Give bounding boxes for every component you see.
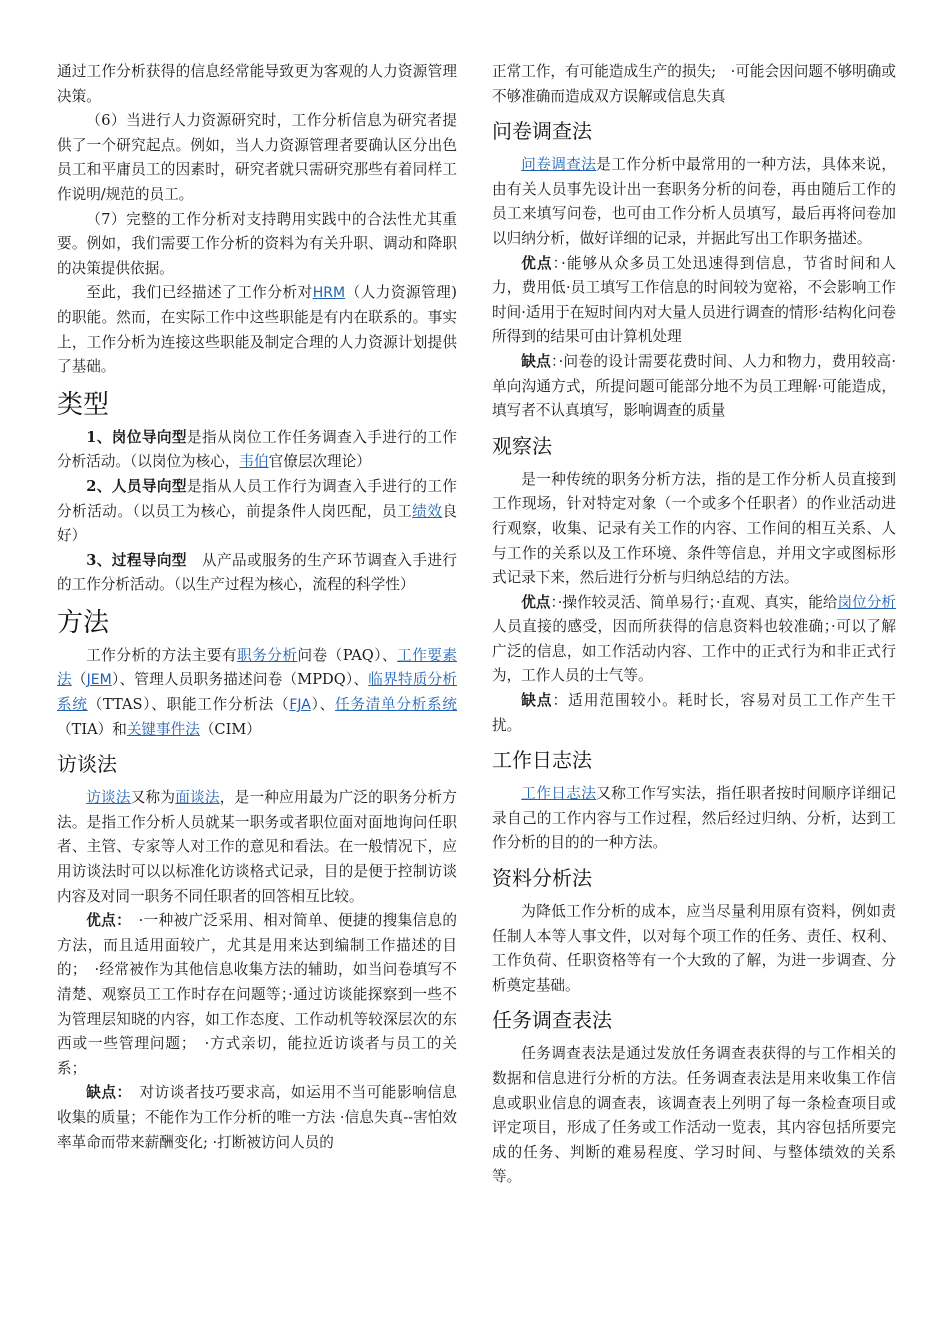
heading-interview: 访谈法: [57, 752, 117, 777]
paragraph: 正常工作，有可能造成生产的损失; ·可能会因问题不够明确或不够准确而造成双方误解或信息失真: [492, 63, 896, 105]
weber-link[interactable]: 韦伯: [239, 453, 269, 471]
text: ）、管理人员职务描述问卷（MPDQ）、: [111, 671, 369, 689]
work-log-paragraph: [492, 782, 896, 856]
text: 良好）: [57, 502, 457, 545]
text: 工作分析的方法主要有: [86, 646, 238, 664]
text: 至此，我们已经描述了工作分析对: [86, 284, 313, 302]
observation-paragraph: 是一种传统的职务分析方法，指的是工作分析人员直接到工作现场，针对特定对象（一个或多个任职者）的作业活动进行观察，收集、记录有关工作的内容、工作间的相互关系、人与工作的关系以及工作环境、条件等信息，并用文字或图标形式记录下来，然后进行分析与归纳总结的方法。: [492, 470, 896, 587]
fja-link[interactable]: FJA: [289, 697, 311, 714]
type-label: 2、人员导向型: [86, 477, 187, 495]
text: ：·操作较灵活、简单易行；·直观、真实，能给: [550, 593, 838, 611]
face-interview-link[interactable]: 面谈法: [175, 789, 220, 807]
text: （TTAS）、职能工作分析法（: [87, 696, 290, 714]
text: 问卷（PAQ）、: [297, 646, 398, 664]
interview-link[interactable]: 访谈法: [86, 789, 131, 807]
text: 又称工作写实法，指任职者按时间顺序详细记录自己的工作内容与工作过程，然后经过归纳、分析，达到工作分析的目的的一种方法。: [492, 785, 896, 852]
hrm-link[interactable]: HRM: [312, 285, 346, 302]
questionnaire-pros: [492, 252, 896, 350]
interview-cons: [57, 1081, 457, 1155]
interview-paragraph: [57, 786, 457, 909]
left-column: [57, 60, 457, 1155]
position-analysis-link[interactable]: 岗位分析: [837, 593, 896, 611]
questionnaire-link[interactable]: 问卷调查法: [521, 156, 597, 174]
heading-types: 类型: [57, 389, 110, 420]
job-analysis-link[interactable]: 职务分析: [237, 646, 298, 664]
text: （人力资源管理)的职能。然而，在实际工作中这些职能是有内在联系的。事实上，工作分析为连接这些职能及制定合理的人力资源计划提供了基础。: [57, 284, 457, 376]
data-analysis-paragraph: 为降低工作分析的成本，应当尽量利用原有资料，例如责任制人本等人事文件，以对每个项工作的任务、责任、权利、工作负荷、任职资格等有一个大致的了解，为进一步调查、分析奠定基础。: [492, 903, 896, 994]
right-column: [492, 60, 896, 1190]
heading-data-analysis: 资料分析法: [492, 866, 592, 891]
tia-link[interactable]: 任务清单分析系统: [335, 696, 457, 714]
heading-task-survey: 任务调查表法: [492, 1008, 612, 1033]
observation-pros: [492, 591, 896, 689]
text: 是指从人员工作行为调查入手进行的工作分析活动。（以员工为核心，前提条件人岗匹配，员工: [57, 477, 457, 520]
type-label: 3、过程导向型: [86, 551, 187, 569]
text: ：·能够从众多员工处迅速得到信息，节省时间和人力，费用低·员工填写工作信息的时间较为宽裕，不会影响工作时间·适用于在短时间内对大量人员进行调查的情形·结构化问卷所得到的结果可由计算机处理: [492, 254, 896, 346]
text: 对访谈者技巧要求高，如运用不当可能影响信息收集的质量；不能作为工作分析的唯一方法 ·信息失真--害怕效率革命而带来薪酬变化; ·打断被访问人员的: [57, 1084, 457, 1151]
text: （: [71, 671, 87, 689]
critical-incident-link[interactable]: 关键事件法: [126, 720, 200, 738]
type-label: 1、岗位导向型: [86, 428, 187, 446]
text: ，是一种应用最为广泛的职务分析方法。是指工作分析人员就某一职务或者职位面对面地询问任职者、主管、专家等人对工作的意见和看法。在一般情况下，应用访谈法时可以以标准化访谈格式记录，目的是便于控制访谈内容及对同一职务不同任职者的回答相互比较。: [57, 789, 457, 905]
text: ：·问卷的设计需要花费时间、人力和物力，费用较高·单向沟通方式，所提问题可能部分地不为员工理解·可能造成，填写者不认真填写，影响调查的质量: [492, 352, 896, 420]
type-item: [57, 426, 457, 475]
pros-label: 优点: [521, 254, 553, 272]
job-element-link[interactable]: 工作要素法: [57, 646, 457, 689]
cons-label: 缺点: [521, 692, 553, 710]
text: 官僚层次理论）: [268, 453, 371, 471]
pros-label: 优点：: [86, 912, 124, 930]
heading-work-log: 工作日志法: [492, 748, 592, 773]
paragraph: [57, 281, 457, 379]
text: 是工作分析中最常用的一种方法，具体来说，由有关人员事先设计出一套职务分析的问卷，再由随后工作的员工来填写问卷，也可由工作分析人员填写，最后再将问卷加以归纳分析，做好详细的记录，并据此写出工作职务描述。: [492, 156, 896, 247]
text: ）、: [310, 696, 336, 714]
text: 是指从岗位工作任务调查入手进行的工作分析活动。（以岗位为核心，: [57, 428, 457, 471]
paragraph: （7）完整的工作分析对支持聘用实践中的合法性尤其重要。例如，我们需要工作分析的资料为有关升职、调动和降职的决策提供依据。: [57, 210, 457, 277]
text: （TIA）和: [57, 720, 127, 738]
text: ·一种被广泛采用、相对简单、便捷的搜集信息的方法，而且适用面较广，尤其是用来达到编制工作描述的目的； ·经常被作为其他信息收集方法的辅助，如当问卷填写不清楚、观察员工工作时存在问题等；·通过访谈能探察到一些不为管理层知晓的内容，如工作态度、工作动机等较深层次的东西或一些管理问题； ·方式亲切，能拉近访谈者与员工的关系；: [57, 912, 457, 1077]
cons-label: 缺点：: [86, 1084, 125, 1102]
text: 人员直接的感受，因而所获得的信息资料也较准确；·可以了解广泛的信息，如工作活动内容、工作中的正式行为和非正式行为，工作人员的士气等。: [492, 618, 896, 685]
jem-link[interactable]: JEM: [86, 672, 112, 689]
paragraph: 通过工作分析获得的信息经常能导致更为客观的人力资源管理决策。: [57, 63, 457, 105]
heading-questionnaire: 问卷调查法: [492, 119, 592, 144]
pros-label: 优点: [521, 593, 551, 611]
text: ：适用范围较小。耗时长，容易对员工工作产生干扰。: [492, 692, 896, 734]
heading-methods: 方法: [57, 607, 110, 638]
ttas-link[interactable]: 临界特质分析系统: [57, 671, 457, 714]
type-item: [57, 549, 457, 598]
methods-paragraph: [57, 644, 457, 742]
task-survey-paragraph: 任务调查表法是通过发放任务调查表获得的与工作相关的数据和信息进行分析的方法。任务调查表法是用来收集工作信息或职业信息的调查表，该调查表上列明了每一条检查项目或评定项目，形成了任务或工作活动一览表，其内容包括所要完成的任务、判断的难易程度、学习时间、与整体绩效的关系等。: [492, 1045, 896, 1186]
work-log-link[interactable]: 工作日志法: [521, 785, 597, 803]
heading-observation: 观察法: [492, 433, 552, 458]
observation-cons: [492, 689, 896, 738]
text: 从产品或服务的生产环节调查入手进行的工作分析活动。（以生产过程为核心，流程的科学性）: [57, 551, 457, 594]
interview-pros: [57, 909, 457, 1081]
performance-link[interactable]: 绩效: [412, 502, 443, 520]
type-item: [57, 475, 457, 549]
paragraph: （6）当进行人力资源研究时，工作分析信息为研究者提供了一个研究起点。例如，当人力资源管理者要确认区分出色员工和平庸员工的因素时，研究者就只需研究那些有着同样工作说明/规范的员工。: [57, 112, 457, 203]
text: （CIM）: [199, 720, 261, 738]
questionnaire-cons: [492, 350, 896, 424]
text: 又称为: [130, 789, 176, 807]
questionnaire-paragraph: [492, 153, 896, 251]
cons-label: 缺点: [521, 352, 551, 370]
